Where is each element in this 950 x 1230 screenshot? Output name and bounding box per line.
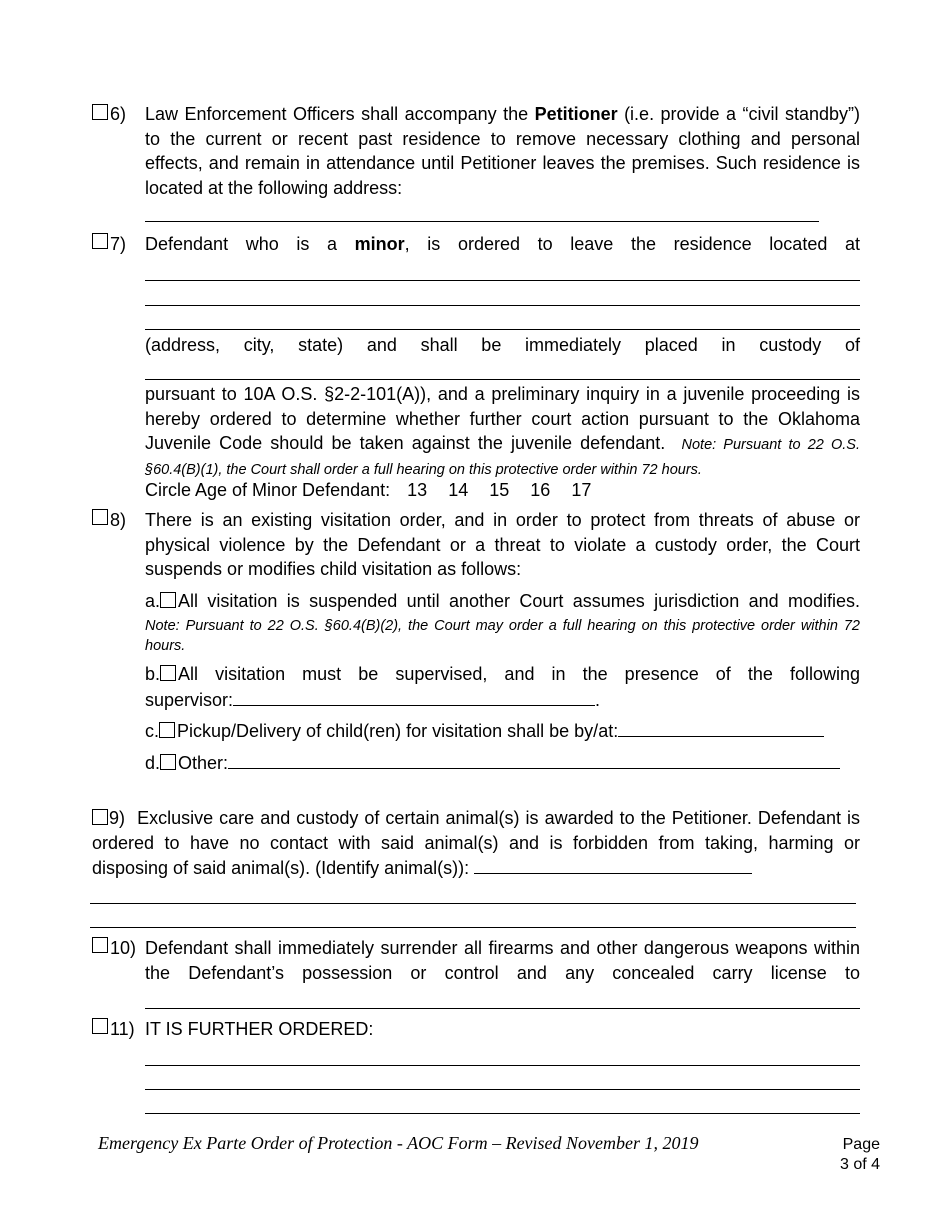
- item-6-checkbox[interactable]: [92, 104, 108, 120]
- animal-line[interactable]: [474, 855, 752, 874]
- item-9-line-1[interactable]: [90, 903, 856, 904]
- other-line[interactable]: [228, 750, 840, 769]
- item-11-line-3[interactable]: [145, 1113, 860, 1114]
- item-8a-row: a. All visitation is suspended until another Court assumes jurisdiction and modifies.: [145, 591, 860, 611]
- item-6-number: 6): [110, 104, 127, 124]
- age-15[interactable]: 15: [489, 480, 510, 500]
- item-8c-checkbox[interactable]: [159, 722, 175, 738]
- minor-bold: minor: [354, 234, 405, 254]
- item-11-line-2[interactable]: [145, 1089, 860, 1090]
- item-8-number: 8): [110, 510, 127, 530]
- item-9-text: 9) Exclusive care and custody of certain animal(s) is awarded to the Petitioner. Defendant is ordered to have no contact with said animal(s) and is forbidden from taking, harming or disposing of said animal(s). (Identify animal(s)):: [92, 808, 860, 878]
- pickup-delivery-line[interactable]: [618, 718, 824, 737]
- age-13[interactable]: 13: [407, 480, 428, 500]
- item-8b-row: b. All visitation must be supervised, and in the presence of the following supervisor: .: [145, 664, 860, 710]
- item-8a-note: Note: Pursuant to 22 O.S. §60.4(B)(2), the Court may order a full hearing on this protective order within 72 hours.: [145, 618, 860, 654]
- item-7-age-row: [145, 478, 860, 503]
- item-6-address-line[interactable]: [145, 221, 819, 222]
- item-7-custody-text: (address, city, state) and shall be immediately placed in custody of: [145, 335, 860, 355]
- item-7-address-line-3[interactable]: [145, 329, 860, 330]
- item-8d-row: d. Other:: [145, 750, 860, 776]
- age-17[interactable]: 17: [571, 480, 592, 500]
- footer-page-number: 3 of 4: [839, 1156, 880, 1173]
- supervisor-line[interactable]: [233, 687, 595, 706]
- item-8d-checkbox[interactable]: [160, 754, 176, 770]
- item-10-checkbox[interactable]: [92, 937, 108, 953]
- item-7-address-line-1[interactable]: [145, 280, 860, 281]
- item-11-text: IT IS FURTHER ORDERED:: [145, 1019, 374, 1039]
- item-10-text: Defendant shall immediately surrender all firearms and other dangerous weapons within the Defendant’s possession or control and any concealed carry license to: [145, 938, 860, 983]
- item-8-checkbox[interactable]: [92, 509, 108, 525]
- item-11-line-1[interactable]: [145, 1065, 860, 1066]
- item-7-address-line-2[interactable]: [145, 305, 860, 306]
- item-7-pursuant-text: pursuant to 10A O.S. §2-2-101(A)), and a preliminary inquiry in a juvenile proceeding is hereby ordered to determine whether further court action pursuant to the Oklahoma Juvenile Code should be taken against the juvenile defendant. Note: Pursuant to 22 O.S. §60.4(B)(1), the Court shall order a full hearing on this protective order within 72 hours.: [145, 384, 860, 478]
- age-label: Circle Age of Minor Defendant:: [145, 480, 391, 500]
- age-16[interactable]: 16: [530, 480, 551, 500]
- item-9-line-2[interactable]: [90, 927, 856, 928]
- age-14[interactable]: 14: [448, 480, 469, 500]
- footer-page-indicator: [820, 1135, 880, 1175]
- footer-form-title: Emergency Ex Parte Order of Protection - AOC Form – Revised November 1, 2019: [98, 1133, 699, 1153]
- item-7-note: Note: Pursuant to 22 O.S. §60.4(B)(1), the Court shall order a full hearing on this protective order within 72 hours.: [145, 437, 860, 478]
- item-7-checkbox[interactable]: [92, 233, 108, 249]
- item-9-checkbox[interactable]: [92, 809, 108, 825]
- item-8c-row: c. Pickup/Delivery of child(ren) for visitation shall be by/at:: [145, 718, 860, 744]
- item-11-number: 11): [110, 1019, 135, 1039]
- item-8b-checkbox[interactable]: [160, 665, 176, 681]
- petitioner-bold: Petitioner: [534, 104, 618, 124]
- item-7-text: Defendant who is a minor, is ordered to leave the residence located at: [145, 234, 860, 254]
- item-7-number: 7): [110, 234, 127, 254]
- item-10-line[interactable]: [145, 1008, 860, 1009]
- item-8-text: There is an existing visitation order, and in order to protect from threats of abuse or physical violence by the Defendant or a threat to violate a custody order, the Court suspends or modifies child visitation as follows:: [145, 510, 860, 579]
- footer-page-label: Page: [842, 1136, 880, 1153]
- item-8a-checkbox[interactable]: [160, 592, 176, 608]
- item-10-number: 10): [110, 938, 137, 958]
- item-11-checkbox[interactable]: [92, 1018, 108, 1034]
- item-6-text: Law Enforcement Officers shall accompany the Petitioner (i.e. provide a “civil standby”) to the current or recent past residence to remove necessary clothing and personal effects, and remain in attendance until Petitioner leaves the premises. Such residence is located at the following address:: [145, 104, 860, 198]
- item-7-custody-line[interactable]: [145, 379, 860, 380]
